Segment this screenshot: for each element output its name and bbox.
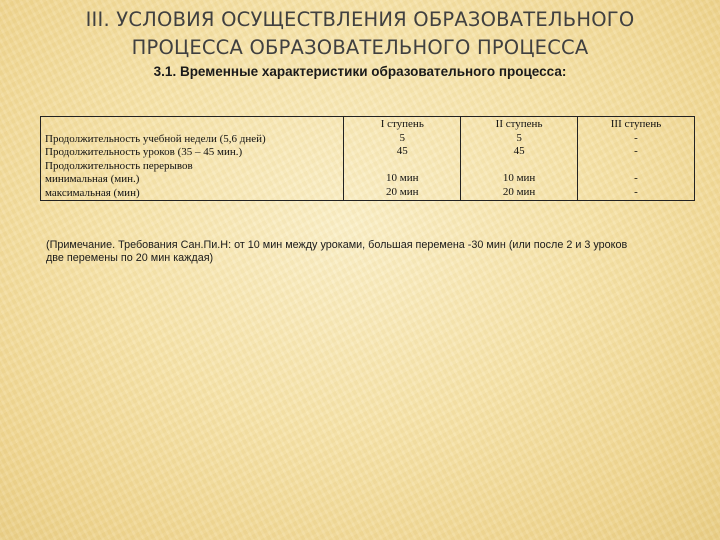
- grade3-lesson-value: -: [634, 145, 638, 157]
- grade1-break-max-value: 20 мин: [386, 185, 419, 198]
- row-label-break-max: максимальная (мин): [45, 186, 140, 199]
- grade3-break-max-value: -: [634, 185, 638, 198]
- grade2-lesson-value: 45: [513, 145, 525, 157]
- grade-header-2: II ступень: [495, 118, 543, 130]
- section-subtitle: 3.1. Временные характеристики образовательного процесса:: [153, 64, 567, 79]
- grade3-week-value: -: [634, 131, 638, 144]
- row-labels-cell: [41, 117, 344, 201]
- grade2-spacer: [465, 159, 573, 173]
- grade2-break-max-value: 20 мин: [502, 185, 536, 198]
- grade1-spacer: [348, 159, 456, 173]
- grade-column-1: [344, 117, 461, 201]
- slide-title: [80, 6, 640, 62]
- note-line-2: две перемены по 20 мин каждая): [46, 252, 214, 264]
- grade-header-3: III ступень: [610, 118, 662, 130]
- grade2-week-value: 5: [516, 131, 522, 144]
- sanpin-note: [46, 239, 686, 265]
- label-spacer: [45, 119, 339, 133]
- grade-column-2: [461, 117, 578, 201]
- grade1-week-value: 5: [399, 131, 406, 144]
- grade3-spacer: [582, 159, 690, 173]
- table-row: [41, 117, 695, 201]
- row-label-lesson: Продолжительность уроков (35 – 45 мин.): [45, 146, 243, 158]
- title-line-2: ПРОЦЕССА ОБРАЗОВАТЕЛЬНОГО ПРОЦЕССА: [131, 36, 589, 59]
- grade-column-3: [578, 117, 695, 201]
- grade-header-1: I ступень: [380, 118, 424, 130]
- row-label-week: Продолжительность учебной недели (5,6 дней): [45, 132, 266, 145]
- note-line-1: (Примечание. Требования Сан.Пи.Н: от 10 мин между уроками, большая перемена -30 мин (или после 2 и 3 уроков: [46, 239, 628, 251]
- title-line-1: III. УСЛОВИЯ ОСУЩЕСТВЛЕНИЯ ОБРАЗОВАТЕЛЬНОГО: [85, 8, 635, 31]
- timing-table: [40, 116, 695, 201]
- grade1-break-min-value: 10 мин: [386, 172, 419, 184]
- grade1-lesson-value: 45: [396, 145, 408, 157]
- grade2-break-min-value: 10 мин: [502, 172, 536, 184]
- grade3-break-min-value: -: [634, 172, 638, 184]
- row-label-break-min: минимальная (мин.): [45, 173, 140, 185]
- row-label-breaks: Продолжительность перерывов: [45, 159, 193, 172]
